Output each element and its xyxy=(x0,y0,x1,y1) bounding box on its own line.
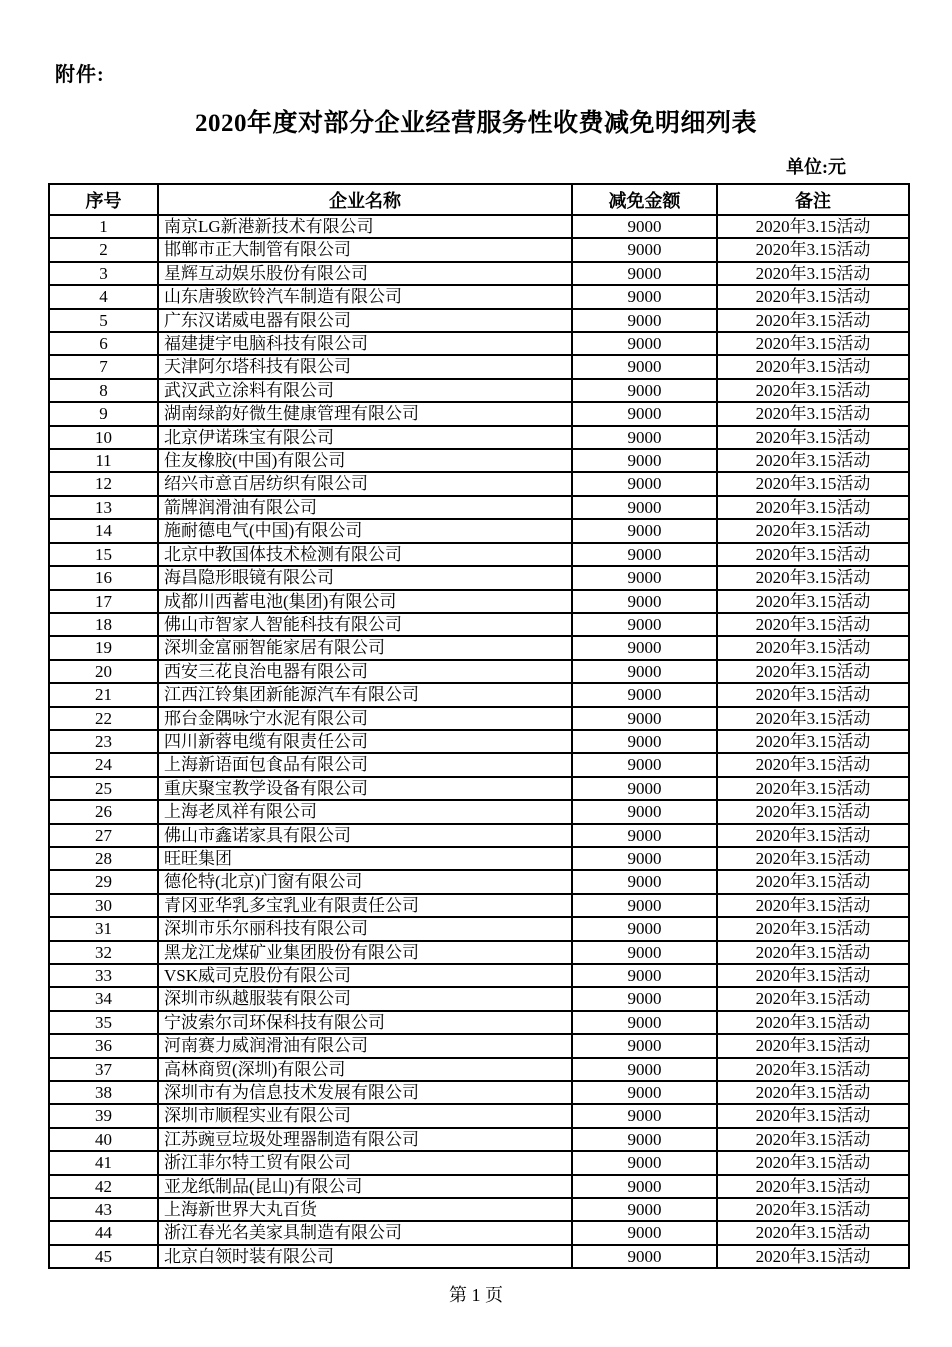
cell-amount: 9000 xyxy=(572,753,717,776)
table-row xyxy=(49,262,909,285)
cell-name: 北京白领时装有限公司 xyxy=(158,1245,572,1268)
cell-no: 26 xyxy=(49,800,158,823)
table-row xyxy=(49,1034,909,1057)
cell-name: 住友橡胶(中国)有限公司 xyxy=(158,449,572,472)
cell-no: 37 xyxy=(49,1058,158,1081)
cell-remark: 2020年3.15活动 xyxy=(717,426,909,449)
column-header-remark: 备注 xyxy=(717,184,909,215)
table-row xyxy=(49,543,909,566)
table-row xyxy=(49,285,909,308)
page-number: 第 1 页 xyxy=(449,1285,503,1305)
cell-amount: 9000 xyxy=(572,964,717,987)
cell-amount: 9000 xyxy=(572,800,717,823)
cell-no: 19 xyxy=(49,636,158,659)
cell-remark: 2020年3.15活动 xyxy=(717,777,909,800)
cell-amount: 9000 xyxy=(572,707,717,730)
cell-name: 浙江菲尔特工贸有限公司 xyxy=(158,1151,572,1174)
cell-name: 亚龙纸制品(昆山)有限公司 xyxy=(158,1175,572,1198)
cell-name: 旺旺集团 xyxy=(158,847,572,870)
table-row xyxy=(49,309,909,332)
cell-remark: 2020年3.15活动 xyxy=(717,636,909,659)
cell-amount: 9000 xyxy=(572,472,717,495)
cell-remark: 2020年3.15活动 xyxy=(717,964,909,987)
table-header xyxy=(49,184,909,215)
cell-no: 8 xyxy=(49,379,158,402)
cell-name: 宁波索尔司环保科技有限公司 xyxy=(158,1011,572,1034)
cell-no: 38 xyxy=(49,1081,158,1104)
cell-name: 成都川西蓄电池(集团)有限公司 xyxy=(158,590,572,613)
cell-remark: 2020年3.15活动 xyxy=(717,1151,909,1174)
table-row xyxy=(49,800,909,823)
cell-amount: 9000 xyxy=(572,238,717,261)
cell-remark: 2020年3.15活动 xyxy=(717,707,909,730)
cell-no: 32 xyxy=(49,941,158,964)
cell-remark: 2020年3.15活动 xyxy=(717,660,909,683)
cell-no: 35 xyxy=(49,1011,158,1034)
cell-no: 25 xyxy=(49,777,158,800)
cell-no: 14 xyxy=(49,519,158,542)
cell-name: 四川新蓉电缆有限责任公司 xyxy=(158,730,572,753)
table-row xyxy=(49,683,909,706)
cell-no: 11 xyxy=(49,449,158,472)
cell-remark: 2020年3.15活动 xyxy=(717,449,909,472)
cell-no: 6 xyxy=(49,332,158,355)
attachment-label: 附件: xyxy=(55,64,105,86)
cell-name: 天津阿尔塔科技有限公司 xyxy=(158,355,572,378)
table-row xyxy=(49,1245,909,1268)
page-title: 2020年度对部分企业经营服务性收费减免明细列表 xyxy=(194,110,757,137)
cell-amount: 9000 xyxy=(572,683,717,706)
cell-amount: 9000 xyxy=(572,1245,717,1268)
table-row xyxy=(49,987,909,1010)
table-row xyxy=(49,590,909,613)
cell-name: 山东唐骏欧铃汽车制造有限公司 xyxy=(158,285,572,308)
cell-amount: 9000 xyxy=(572,847,717,870)
cell-remark: 2020年3.15活动 xyxy=(717,238,909,261)
cell-remark: 2020年3.15活动 xyxy=(717,566,909,589)
cell-name: 江西江铃集团新能源汽车有限公司 xyxy=(158,683,572,706)
cell-no: 9 xyxy=(49,402,158,425)
cell-name: 北京中教国体技术检测有限公司 xyxy=(158,543,572,566)
table-row xyxy=(49,1175,909,1198)
table-row xyxy=(49,379,909,402)
column-header-no: 序号 xyxy=(49,184,158,215)
cell-no: 31 xyxy=(49,917,158,940)
table-row xyxy=(49,1151,909,1174)
table-row xyxy=(49,847,909,870)
cell-no: 12 xyxy=(49,472,158,495)
cell-name: 深圳金富丽智能家居有限公司 xyxy=(158,636,572,659)
cell-name: 箭牌润滑油有限公司 xyxy=(158,496,572,519)
cell-no: 41 xyxy=(49,1151,158,1174)
cell-amount: 9000 xyxy=(572,1151,717,1174)
cell-remark: 2020年3.15活动 xyxy=(717,1245,909,1268)
cell-amount: 9000 xyxy=(572,590,717,613)
cell-amount: 9000 xyxy=(572,1058,717,1081)
cell-amount: 9000 xyxy=(572,1034,717,1057)
table-row xyxy=(49,917,909,940)
cell-remark: 2020年3.15活动 xyxy=(717,987,909,1010)
cell-remark: 2020年3.15活动 xyxy=(717,309,909,332)
cell-amount: 9000 xyxy=(572,636,717,659)
cell-remark: 2020年3.15活动 xyxy=(717,1034,909,1057)
cell-remark: 2020年3.15活动 xyxy=(717,1081,909,1104)
cell-amount: 9000 xyxy=(572,215,717,238)
cell-name: 星辉互动娱乐股份有限公司 xyxy=(158,262,572,285)
cell-no: 43 xyxy=(49,1198,158,1221)
cell-amount: 9000 xyxy=(572,824,717,847)
cell-amount: 9000 xyxy=(572,941,717,964)
cell-amount: 9000 xyxy=(572,1128,717,1151)
cell-amount: 9000 xyxy=(572,870,717,893)
cell-remark: 2020年3.15活动 xyxy=(717,1221,909,1244)
cell-name: 上海新语面包食品有限公司 xyxy=(158,753,572,776)
table-row xyxy=(49,1128,909,1151)
cell-name: 绍兴市意百居纺织有限公司 xyxy=(158,472,572,495)
cell-no: 44 xyxy=(49,1221,158,1244)
table-row xyxy=(49,707,909,730)
cell-name: 上海老凤祥有限公司 xyxy=(158,800,572,823)
table-row xyxy=(49,449,909,472)
cell-name: 西安三花良治电器有限公司 xyxy=(158,660,572,683)
cell-no: 29 xyxy=(49,870,158,893)
cell-no: 27 xyxy=(49,824,158,847)
cell-name: 黑龙江龙煤矿业集团股份有限公司 xyxy=(158,941,572,964)
cell-no: 28 xyxy=(49,847,158,870)
table-row xyxy=(49,730,909,753)
table-row xyxy=(49,1198,909,1221)
cell-name: 湖南绿韵好微生健康管理有限公司 xyxy=(158,402,572,425)
table-row xyxy=(49,1221,909,1244)
cell-name: 广东汉诺威电器有限公司 xyxy=(158,309,572,332)
cell-remark: 2020年3.15活动 xyxy=(717,941,909,964)
cell-name: 深圳市乐尔丽科技有限公司 xyxy=(158,917,572,940)
cell-amount: 9000 xyxy=(572,1104,717,1127)
cell-no: 24 xyxy=(49,753,158,776)
cell-no: 30 xyxy=(49,894,158,917)
cell-remark: 2020年3.15活动 xyxy=(717,355,909,378)
cell-remark: 2020年3.15活动 xyxy=(717,917,909,940)
cell-name: 南京LG新港新技术有限公司 xyxy=(158,215,572,238)
cell-name: 青冈亚华乳多宝乳业有限责任公司 xyxy=(158,894,572,917)
cell-name: 上海新世界大丸百货 xyxy=(158,1198,572,1221)
cell-no: 13 xyxy=(49,496,158,519)
table-row xyxy=(49,777,909,800)
cell-amount: 9000 xyxy=(572,987,717,1010)
cell-amount: 9000 xyxy=(572,355,717,378)
cell-name: 武汉武立涂料有限公司 xyxy=(158,379,572,402)
cell-amount: 9000 xyxy=(572,543,717,566)
column-header-amount: 减免金额 xyxy=(572,184,717,215)
cell-remark: 2020年3.15活动 xyxy=(717,1175,909,1198)
table-row xyxy=(49,941,909,964)
cell-remark: 2020年3.15活动 xyxy=(717,730,909,753)
cell-amount: 9000 xyxy=(572,566,717,589)
cell-amount: 9000 xyxy=(572,1175,717,1198)
cell-amount: 9000 xyxy=(572,917,717,940)
cell-amount: 9000 xyxy=(572,285,717,308)
cell-amount: 9000 xyxy=(572,519,717,542)
table-row xyxy=(49,426,909,449)
cell-name: 高林商贸(深圳)有限公司 xyxy=(158,1058,572,1081)
cell-name: 福建捷宇电脑科技有限公司 xyxy=(158,332,572,355)
cell-remark: 2020年3.15活动 xyxy=(717,332,909,355)
cell-remark: 2020年3.15活动 xyxy=(717,847,909,870)
cell-name: 河南赛力威润滑油有限公司 xyxy=(158,1034,572,1057)
table-row xyxy=(49,870,909,893)
table-row xyxy=(49,824,909,847)
cell-remark: 2020年3.15活动 xyxy=(717,1058,909,1081)
cell-amount: 9000 xyxy=(572,449,717,472)
cell-no: 1 xyxy=(49,215,158,238)
table-row xyxy=(49,1058,909,1081)
cell-remark: 2020年3.15活动 xyxy=(717,379,909,402)
cell-amount: 9000 xyxy=(572,1011,717,1034)
cell-no: 23 xyxy=(49,730,158,753)
cell-remark: 2020年3.15活动 xyxy=(717,1198,909,1221)
cell-name: 浙江春光名美家具制造有限公司 xyxy=(158,1221,572,1244)
cell-remark: 2020年3.15活动 xyxy=(717,215,909,238)
cell-name: 北京伊诺珠宝有限公司 xyxy=(158,426,572,449)
cell-amount: 9000 xyxy=(572,379,717,402)
cell-name: 邯郸市正大制管有限公司 xyxy=(158,238,572,261)
cell-no: 45 xyxy=(49,1245,158,1268)
cell-amount: 9000 xyxy=(572,1081,717,1104)
table-row xyxy=(49,238,909,261)
cell-remark: 2020年3.15活动 xyxy=(717,613,909,636)
cell-remark: 2020年3.15活动 xyxy=(717,262,909,285)
cell-remark: 2020年3.15活动 xyxy=(717,824,909,847)
cell-remark: 2020年3.15活动 xyxy=(717,894,909,917)
cell-remark: 2020年3.15活动 xyxy=(717,1104,909,1127)
fee-reduction-table xyxy=(48,183,910,1269)
cell-amount: 9000 xyxy=(572,777,717,800)
cell-amount: 9000 xyxy=(572,613,717,636)
cell-name: 深圳市有为信息技术发展有限公司 xyxy=(158,1081,572,1104)
cell-remark: 2020年3.15活动 xyxy=(717,519,909,542)
table-row xyxy=(49,636,909,659)
cell-amount: 9000 xyxy=(572,426,717,449)
cell-no: 34 xyxy=(49,987,158,1010)
cell-amount: 9000 xyxy=(572,730,717,753)
table-row xyxy=(49,496,909,519)
table-row xyxy=(49,402,909,425)
table-row xyxy=(49,519,909,542)
cell-name: 重庆聚宝教学设备有限公司 xyxy=(158,777,572,800)
cell-no: 18 xyxy=(49,613,158,636)
cell-no: 21 xyxy=(49,683,158,706)
cell-amount: 9000 xyxy=(572,309,717,332)
cell-no: 16 xyxy=(49,566,158,589)
unit-label: 单位:元 xyxy=(786,157,846,177)
cell-remark: 2020年3.15活动 xyxy=(717,402,909,425)
cell-amount: 9000 xyxy=(572,1198,717,1221)
cell-remark: 2020年3.15活动 xyxy=(717,472,909,495)
cell-remark: 2020年3.15活动 xyxy=(717,543,909,566)
table-row xyxy=(49,1104,909,1127)
cell-amount: 9000 xyxy=(572,496,717,519)
cell-no: 7 xyxy=(49,355,158,378)
cell-no: 10 xyxy=(49,426,158,449)
cell-no: 2 xyxy=(49,238,158,261)
cell-name: 深圳市顺程实业有限公司 xyxy=(158,1104,572,1127)
cell-remark: 2020年3.15活动 xyxy=(717,800,909,823)
cell-no: 15 xyxy=(49,543,158,566)
cell-no: 5 xyxy=(49,309,158,332)
table-row xyxy=(49,1081,909,1104)
table-row xyxy=(49,613,909,636)
cell-no: 36 xyxy=(49,1034,158,1057)
cell-amount: 9000 xyxy=(572,1221,717,1244)
cell-name: 邢台金隅咏宁水泥有限公司 xyxy=(158,707,572,730)
cell-remark: 2020年3.15活动 xyxy=(717,1011,909,1034)
table-header-row xyxy=(49,184,909,215)
table-row xyxy=(49,332,909,355)
table-row xyxy=(49,753,909,776)
cell-amount: 9000 xyxy=(572,332,717,355)
cell-name: 深圳市纵越服装有限公司 xyxy=(158,987,572,1010)
cell-amount: 9000 xyxy=(572,262,717,285)
cell-remark: 2020年3.15活动 xyxy=(717,285,909,308)
cell-no: 3 xyxy=(49,262,158,285)
cell-remark: 2020年3.15活动 xyxy=(717,683,909,706)
cell-name: VSK威司克股份有限公司 xyxy=(158,964,572,987)
cell-no: 42 xyxy=(49,1175,158,1198)
cell-name: 德伦特(北京)门窗有限公司 xyxy=(158,870,572,893)
cell-remark: 2020年3.15活动 xyxy=(717,870,909,893)
cell-remark: 2020年3.15活动 xyxy=(717,1128,909,1151)
table-row xyxy=(49,1011,909,1034)
cell-no: 39 xyxy=(49,1104,158,1127)
cell-no: 22 xyxy=(49,707,158,730)
cell-no: 17 xyxy=(49,590,158,613)
table-body xyxy=(49,215,909,1268)
cell-name: 佛山市智家人智能科技有限公司 xyxy=(158,613,572,636)
cell-name: 海昌隐形眼镜有限公司 xyxy=(158,566,572,589)
cell-no: 33 xyxy=(49,964,158,987)
cell-remark: 2020年3.15活动 xyxy=(717,496,909,519)
table-row xyxy=(49,355,909,378)
cell-no: 40 xyxy=(49,1128,158,1151)
cell-no: 20 xyxy=(49,660,158,683)
column-header-name: 企业名称 xyxy=(158,184,572,215)
cell-amount: 9000 xyxy=(572,402,717,425)
cell-amount: 9000 xyxy=(572,660,717,683)
cell-name: 佛山市鑫诺家具有限公司 xyxy=(158,824,572,847)
cell-amount: 9000 xyxy=(572,894,717,917)
cell-name: 江苏豌豆垃圾处理器制造有限公司 xyxy=(158,1128,572,1151)
table-row xyxy=(49,472,909,495)
table-row xyxy=(49,566,909,589)
cell-name: 施耐德电气(中国)有限公司 xyxy=(158,519,572,542)
table-row xyxy=(49,894,909,917)
table-row xyxy=(49,660,909,683)
table-row xyxy=(49,215,909,238)
cell-no: 4 xyxy=(49,285,158,308)
cell-remark: 2020年3.15活动 xyxy=(717,753,909,776)
cell-remark: 2020年3.15活动 xyxy=(717,590,909,613)
table-row xyxy=(49,964,909,987)
